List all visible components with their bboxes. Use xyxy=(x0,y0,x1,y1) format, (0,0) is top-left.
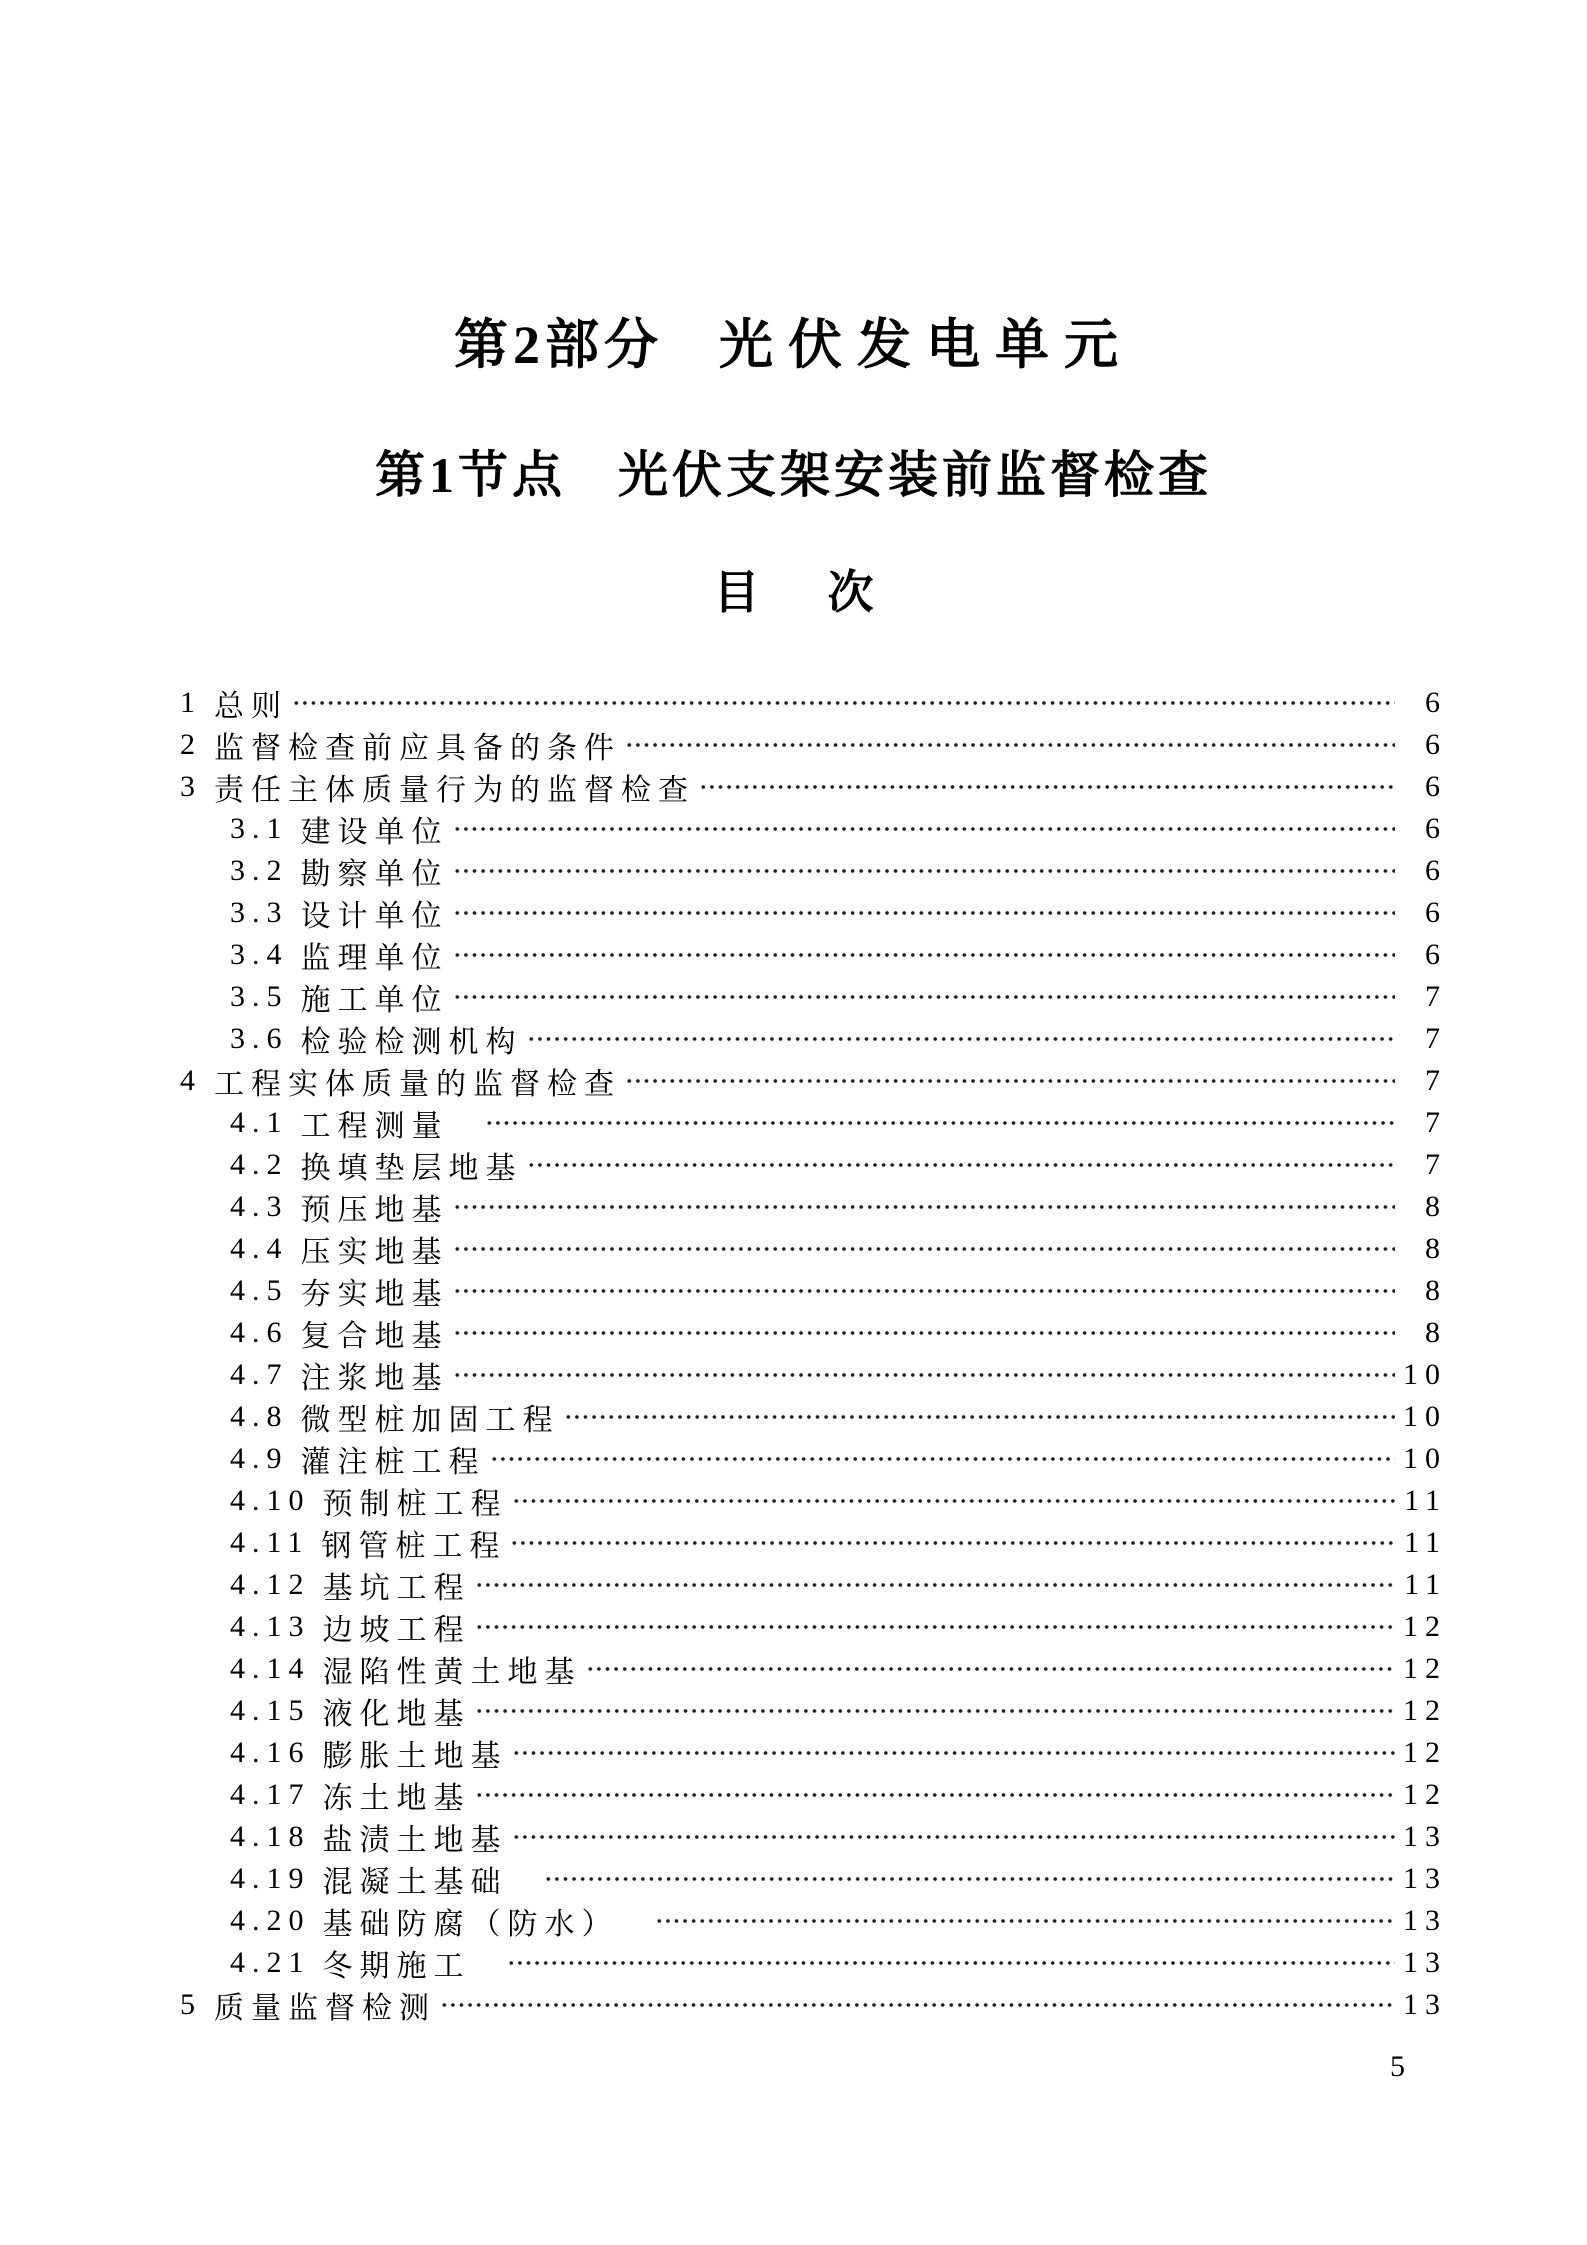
toc-entry-page: 7 xyxy=(1425,1064,1447,1097)
toc-entry-number: 4.1 xyxy=(230,1106,289,1139)
toc-heading-char: 目 xyxy=(713,567,760,618)
toc-entry xyxy=(180,1690,1447,1732)
toc-entry-number: 4.17 xyxy=(230,1778,311,1811)
toc-heading xyxy=(0,567,1587,618)
toc-entry-page: 6 xyxy=(1425,728,1447,761)
toc-entry-label: 压实地基 xyxy=(300,1236,449,1269)
toc-entry xyxy=(180,724,1447,766)
toc-leader-dots xyxy=(512,1732,1396,1774)
toc-entry-label: 预制桩工程 xyxy=(322,1488,508,1521)
toc-leader-dots xyxy=(510,1522,1395,1564)
toc-entry-number: 4.9 xyxy=(230,1442,289,1475)
toc-entry-page: 12 xyxy=(1403,1694,1447,1727)
toc-entry-label: 钢管桩工程 xyxy=(321,1530,507,1563)
toc-entry-number: 3.5 xyxy=(230,980,289,1013)
toc-leader-dots xyxy=(625,724,1395,766)
toc-leader-dots xyxy=(655,1900,1396,1942)
toc-leader-dots xyxy=(475,1564,1396,1606)
toc-entry xyxy=(180,1648,1447,1690)
toc-entry-page: 7 xyxy=(1425,1148,1447,1181)
section-title xyxy=(0,447,1587,503)
toc-entry xyxy=(180,850,1447,892)
toc-entry-page: 10 xyxy=(1403,1400,1447,1433)
toc-entry-page: 6 xyxy=(1425,938,1447,971)
toc-entry-label: 灌注桩工程 xyxy=(300,1446,486,1479)
toc-entry-page: 13 xyxy=(1403,1946,1447,1979)
toc-entry-number: 5 xyxy=(180,1988,202,2021)
toc-entry-page: 12 xyxy=(1403,1652,1447,1685)
toc-entry-page: 8 xyxy=(1425,1232,1447,1265)
toc-leader-dots xyxy=(564,1396,1396,1438)
toc-entry-page: 10 xyxy=(1403,1442,1447,1475)
toc-entry xyxy=(180,892,1447,934)
toc-entry-label: 微型桩加固工程 xyxy=(300,1404,560,1437)
toc-leader-dots xyxy=(475,1606,1396,1648)
toc-entry-number: 4.3 xyxy=(230,1190,289,1223)
toc-entry-page: 7 xyxy=(1425,1106,1447,1139)
toc-leader-dots xyxy=(512,1480,1396,1522)
section-title-name: 光伏支架安装前监督检查 xyxy=(618,447,1212,503)
toc-entry-label: 基础防腐（防水） xyxy=(322,1908,619,1941)
toc-leader-dots xyxy=(586,1648,1396,1690)
toc-entry-label: 液化地基 xyxy=(322,1698,471,1731)
toc-entry-page: 11 xyxy=(1404,1568,1447,1601)
toc-entry-number: 3.1 xyxy=(230,812,289,845)
toc-entry xyxy=(180,1984,1447,2026)
toc-entry-label: 夯实地基 xyxy=(300,1278,449,1311)
toc-leader-dots xyxy=(527,1018,1396,1060)
toc-entry xyxy=(180,1564,1447,1606)
toc-leader-dots xyxy=(490,1438,1396,1480)
toc-leader-dots xyxy=(453,808,1396,850)
toc-entry-number: 4.18 xyxy=(230,1820,311,1853)
toc-entry-page: 8 xyxy=(1425,1316,1447,1349)
toc-entry-page: 8 xyxy=(1425,1274,1447,1307)
toc-entry-number: 4.13 xyxy=(230,1610,311,1643)
toc-entry xyxy=(180,1480,1447,1522)
toc-entry-number: 4.21 xyxy=(230,1946,311,1979)
toc-entry-page: 6 xyxy=(1425,770,1447,803)
toc-entry xyxy=(180,1060,1447,1102)
toc-leader-dots xyxy=(453,1186,1396,1228)
toc-entry-label: 检验检测机构 xyxy=(300,1026,523,1059)
toc-leader-dots xyxy=(453,1270,1396,1312)
toc-entry xyxy=(180,1270,1447,1312)
toc-leader-dots xyxy=(485,1102,1396,1144)
toc-leader-dots xyxy=(453,1312,1396,1354)
toc-entry-number: 3.2 xyxy=(230,854,289,887)
toc-entry-number: 4.19 xyxy=(230,1862,311,1895)
toc-leader-dots xyxy=(440,1984,1395,2026)
toc-leader-dots xyxy=(512,1816,1396,1858)
toc-entry-label: 注浆地基 xyxy=(300,1362,449,1395)
toc-entry xyxy=(180,1018,1447,1060)
toc-entry xyxy=(180,808,1447,850)
toc-entry-number: 4.14 xyxy=(230,1652,311,1685)
toc-entry xyxy=(180,1858,1447,1900)
toc-entry-number: 2 xyxy=(180,728,202,761)
toc-entry-label: 盐渍土地基 xyxy=(322,1824,508,1857)
toc-entry-page: 6 xyxy=(1425,854,1447,887)
toc-entry xyxy=(180,1900,1447,1942)
toc-entry xyxy=(180,1774,1447,1816)
toc-entry xyxy=(180,1144,1447,1186)
page-number-footer: 5 xyxy=(1390,2050,1405,2083)
toc-entry-label: 工程测量 xyxy=(300,1110,449,1143)
toc-entry-number: 3 xyxy=(180,770,202,803)
toc-list xyxy=(180,682,1447,2026)
toc-leader-dots xyxy=(699,766,1395,808)
toc-entry-page: 7 xyxy=(1425,1022,1447,1055)
toc-entry-page: 6 xyxy=(1425,896,1447,929)
toc-entry-page: 6 xyxy=(1425,812,1447,845)
toc-entry xyxy=(180,1396,1447,1438)
toc-entry-number: 3.3 xyxy=(230,896,289,929)
toc-entry-number: 4.2 xyxy=(230,1148,289,1181)
toc-leader-dots xyxy=(453,1354,1396,1396)
toc-leader-dots xyxy=(544,1858,1396,1900)
toc-entry xyxy=(180,1186,1447,1228)
toc-leader-dots xyxy=(475,1690,1396,1732)
toc-entry xyxy=(180,1522,1447,1564)
toc-entry-label: 工程实体质量的监督检查 xyxy=(214,1068,621,1101)
toc-entry xyxy=(180,1228,1447,1270)
toc-entry-label: 责任主体质量行为的监督检查 xyxy=(214,774,695,807)
toc-entry xyxy=(180,1606,1447,1648)
toc-entry-number: 4.15 xyxy=(230,1694,311,1727)
toc-entry-number: 4.20 xyxy=(230,1904,311,1937)
toc-entry-number: 4.6 xyxy=(230,1316,289,1349)
toc-entry-label: 复合地基 xyxy=(300,1320,449,1353)
toc-leader-dots xyxy=(507,1942,1396,1984)
part-title-prefix: 第2部分 xyxy=(454,315,663,375)
toc-leader-dots xyxy=(453,850,1396,892)
toc-entry-label: 基坑工程 xyxy=(322,1572,471,1605)
toc-entry-page: 8 xyxy=(1425,1190,1447,1223)
part-title xyxy=(0,315,1587,375)
toc-entry-page: 12 xyxy=(1403,1736,1447,1769)
section-title-prefix: 第1节点 xyxy=(375,447,566,503)
toc-entry-label: 湿陷性黄土地基 xyxy=(322,1656,582,1689)
toc-leader-dots xyxy=(527,1144,1396,1186)
toc-entry-label: 质量监督检测 xyxy=(214,1992,436,2025)
toc-entry-label: 监督检查前应具备的条件 xyxy=(214,732,621,765)
toc-entry xyxy=(180,934,1447,976)
toc-entry-label: 施工单位 xyxy=(300,984,449,1017)
toc-entry-page: 11 xyxy=(1404,1484,1447,1517)
toc-entry-page: 10 xyxy=(1403,1358,1447,1391)
toc-entry-number: 3.4 xyxy=(230,938,289,971)
toc-entry xyxy=(180,1102,1447,1144)
toc-entry-label: 预压地基 xyxy=(300,1194,449,1227)
toc-entry-page: 7 xyxy=(1425,980,1447,1013)
toc-entry xyxy=(180,1354,1447,1396)
toc-entry-page: 12 xyxy=(1403,1610,1447,1643)
toc-entry-label: 冬期施工 xyxy=(322,1950,471,1983)
toc-entry-number: 4.10 xyxy=(230,1484,311,1517)
toc-heading-char: 次 xyxy=(827,567,874,618)
toc-entry xyxy=(180,1942,1447,1984)
toc-entry-label: 设计单位 xyxy=(300,900,449,933)
toc-entry-page: 13 xyxy=(1403,1862,1447,1895)
toc-entry-number: 4.11 xyxy=(230,1526,310,1559)
toc-entry-number: 4.12 xyxy=(230,1568,311,1601)
toc-entry xyxy=(180,976,1447,1018)
toc-entry-number: 4.16 xyxy=(230,1736,311,1769)
part-title-name: 光伏发电单元 xyxy=(719,315,1133,375)
toc-entry-number: 4.8 xyxy=(230,1400,289,1433)
toc-entry-label: 勘察单位 xyxy=(300,858,449,891)
toc-leader-dots xyxy=(475,1774,1396,1816)
toc-leader-dots xyxy=(453,892,1396,934)
toc-entry-page: 12 xyxy=(1403,1778,1447,1811)
toc-entry-number: 1 xyxy=(180,686,202,719)
toc-entry-page: 6 xyxy=(1425,686,1447,719)
toc-entry-label: 混凝土基础 xyxy=(322,1866,508,1899)
toc-entry-label: 冻土地基 xyxy=(322,1782,471,1815)
toc-leader-dots xyxy=(453,976,1396,1018)
toc-entry xyxy=(180,1438,1447,1480)
toc-leader-dots xyxy=(292,682,1395,724)
toc-entry-number: 4.4 xyxy=(230,1232,289,1265)
toc-entry xyxy=(180,766,1447,808)
toc-entry-label: 膨胀土地基 xyxy=(322,1740,508,1773)
toc-entry-number: 4 xyxy=(180,1064,202,1097)
toc-entry-number: 4.7 xyxy=(230,1358,289,1391)
toc-entry xyxy=(180,1312,1447,1354)
toc-entry-page: 11 xyxy=(1404,1526,1447,1559)
toc-entry-page: 13 xyxy=(1403,1820,1447,1853)
toc-entry-label: 监理单位 xyxy=(300,942,449,975)
toc-leader-dots xyxy=(453,934,1396,976)
toc-entry xyxy=(180,1732,1447,1774)
toc-entry-page: 13 xyxy=(1403,1988,1447,2021)
toc-entry-label: 建设单位 xyxy=(300,816,449,849)
toc-entry-label: 换填垫层地基 xyxy=(300,1152,523,1185)
toc-leader-dots xyxy=(625,1060,1395,1102)
toc-leader-dots xyxy=(453,1228,1396,1270)
toc-entry-number: 3.6 xyxy=(230,1022,289,1055)
toc-entry-label: 总则 xyxy=(214,690,288,723)
toc-entry-label: 边坡工程 xyxy=(322,1614,471,1647)
toc-entry xyxy=(180,1816,1447,1858)
toc-entry-number: 4.5 xyxy=(230,1274,289,1307)
toc-entry-page: 13 xyxy=(1403,1904,1447,1937)
toc-entry xyxy=(180,682,1447,724)
